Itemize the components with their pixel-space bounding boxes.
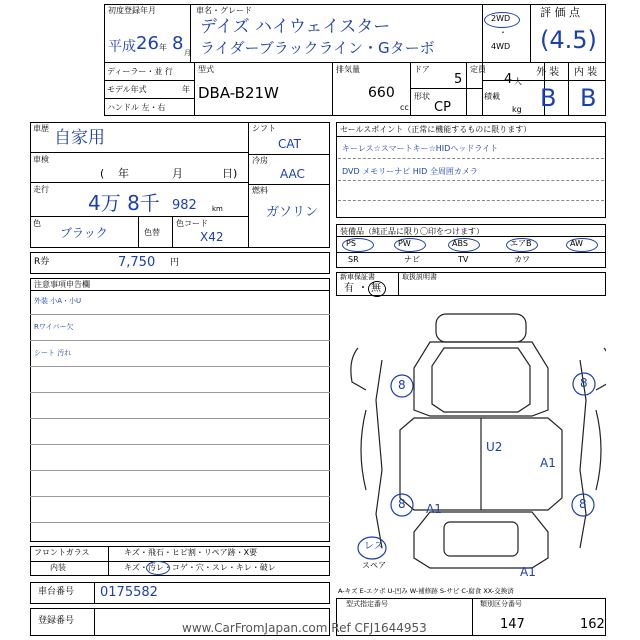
note-3: シート 汚れ — [34, 349, 72, 357]
warranty-yes: 有 — [344, 283, 354, 294]
sales-line2: DVD メモリーナビ HID 全周囲カメラ — [342, 167, 478, 176]
mileage-label: 走行 — [33, 185, 49, 194]
type-value: DBA-B21W — [198, 84, 279, 102]
class-label: 類別区分番号 — [480, 600, 522, 608]
interior-label-2: 内装 — [50, 563, 66, 572]
type-label: 型式 — [198, 65, 214, 74]
exterior-grade: B — [540, 84, 557, 112]
mark-8-right-front: 8 — [580, 376, 588, 390]
equipment-item: PS — [346, 239, 356, 248]
ac-label: 冷房 — [252, 156, 268, 165]
notes-frame — [30, 278, 330, 542]
warranty-label: 新車保証書 — [340, 273, 375, 281]
equipment-item: TV — [458, 255, 469, 264]
shift-label: シフト — [252, 124, 276, 133]
front-glass-text: キズ・飛石・ヒビ割・リペア跡・X要 — [124, 548, 258, 557]
cc-unit: cc — [400, 103, 409, 112]
score-value: (4.5) — [540, 26, 597, 54]
type-spec-label: 型式指定番号 — [346, 600, 388, 608]
equipment-item: SR — [348, 255, 359, 264]
reg-month: 8 — [172, 33, 184, 54]
equipment-item: エアB — [510, 239, 532, 248]
color-code-label: 色コード — [176, 219, 208, 228]
era: 平成 — [108, 39, 136, 55]
door-value: 5 — [454, 72, 463, 87]
drive-2wd: 2WD — [491, 14, 511, 23]
capacity-unit: 人 — [514, 77, 522, 86]
shape-label: 形状 — [414, 92, 430, 101]
inspection-year: 年 — [118, 167, 129, 180]
color-label: 色 — [33, 219, 41, 228]
month-unit: 月 — [184, 49, 191, 57]
shape-value: CP — [434, 100, 451, 115]
mark-a1-left: A1 — [426, 502, 442, 516]
mileage-value: 4万 8千 — [88, 191, 160, 215]
note-2: Rワイパー欠 — [34, 323, 74, 331]
year-unit: 年 — [159, 43, 167, 52]
front-glass-label: フロントガラス — [34, 548, 90, 557]
legend: A-キズ E-エクボ U-凹み W-補修跡 S-サビ C-腐食 XX-交換済 — [338, 587, 514, 595]
equipment-item: ナビ — [404, 255, 420, 264]
car-name: デイズ ハイウェイスター — [200, 17, 391, 37]
handle-label: ハンドル 左・右 — [107, 103, 166, 112]
usage-label: 車歴 — [33, 124, 49, 133]
capacity-label: 定員 — [470, 65, 486, 74]
grade: ライダーブラックライン・Gターボ — [200, 39, 435, 57]
load-label: 積載 — [484, 92, 500, 101]
score-label: 評 価 点 — [540, 6, 580, 19]
model-year-unit: 年 — [182, 85, 190, 94]
mark-8-left-rear: 8 — [398, 497, 406, 511]
recycle-frame — [30, 252, 330, 274]
displacement-label: 排気量 — [336, 65, 360, 74]
ac-value: AAC — [280, 167, 305, 181]
usage-value: 自家用 — [54, 128, 105, 148]
equipment-item: PW — [398, 239, 411, 248]
km-unit: km — [212, 205, 223, 213]
warranty-no: 無 — [371, 283, 381, 294]
interior-text: キズ・汚レ・コゲ・穴・スレ・キレ・破レ — [124, 563, 276, 572]
equipment-item: ABS — [452, 239, 468, 248]
fuel-value: ガソリン — [266, 205, 319, 220]
reg-year: 26 — [136, 33, 159, 54]
carname-label: 車名・グレード — [196, 6, 252, 15]
sales-title: セールスポイント（正常に機能するものに限ります） — [340, 125, 532, 134]
color-value: ブラック — [60, 226, 108, 240]
mark-a1-bottom: A1 — [520, 565, 536, 579]
inspection-day: 日) — [222, 167, 238, 180]
spare-label: スペア — [362, 561, 386, 570]
notes-title: 注意事項申告欄 — [34, 280, 90, 289]
equipment-item: AW — [570, 239, 583, 248]
chassis-label: 車台番号 — [38, 587, 75, 597]
exterior-label: 外 装 — [536, 67, 560, 78]
interior-label: 内 装 — [574, 67, 598, 78]
color-code-value: X42 — [200, 230, 224, 244]
recycle-value: 7,750 — [118, 255, 156, 270]
mark-u2: U2 — [486, 440, 503, 454]
door-label: ドア — [414, 65, 430, 74]
mark-8-right-rear: 8 — [579, 497, 587, 511]
fuel-label: 燃料 — [252, 186, 268, 195]
color-swap-label: 色替 — [144, 228, 160, 237]
chassis-frame — [30, 582, 330, 604]
capacity-value: 4 — [504, 72, 513, 87]
reg-no-label: 登録番号 — [38, 616, 75, 626]
chassis-value: 0175582 — [100, 585, 158, 600]
inspection-label: 車検 — [33, 155, 49, 164]
mark-8-left-front: 8 — [398, 378, 406, 392]
kg-unit: kg — [512, 105, 522, 114]
recycle-unit: 円 — [170, 258, 180, 268]
class-value: 162 — [580, 617, 605, 632]
type-spec-value: 147 — [500, 617, 525, 632]
model-year-label: モデル年式 — [107, 85, 147, 94]
interior-dirt-circle — [146, 561, 170, 575]
displacement-value: 660 — [368, 85, 395, 101]
mark-a1-right: A1 — [540, 456, 556, 470]
drive-4wd: 4WD — [491, 42, 511, 51]
equipment-title: 装備品（純正品に限り〇印をつけます） — [340, 227, 484, 236]
shift-value: CAT — [278, 137, 301, 151]
spare-circle-text: レス — [364, 541, 384, 552]
inspection-month: 月 — [172, 167, 183, 180]
interior-grade: B — [580, 84, 597, 112]
recycle-label: R券 — [34, 257, 50, 267]
watermark: www.CarFromJapan.com Ref CFJ1644953 — [182, 621, 427, 635]
dealer-label: ディーラー・並 行 — [107, 67, 173, 76]
mileage-small: 982 — [172, 198, 197, 213]
note-1: 外装 小A・小U — [34, 297, 82, 305]
sales-line1: キーレス☆スマートキー☆HIDヘッドライト — [342, 144, 499, 153]
record-label: 取扱説明書 — [402, 273, 437, 281]
reg-label: 初度登録年月 — [108, 6, 156, 15]
equipment-item: カワ — [514, 255, 530, 264]
